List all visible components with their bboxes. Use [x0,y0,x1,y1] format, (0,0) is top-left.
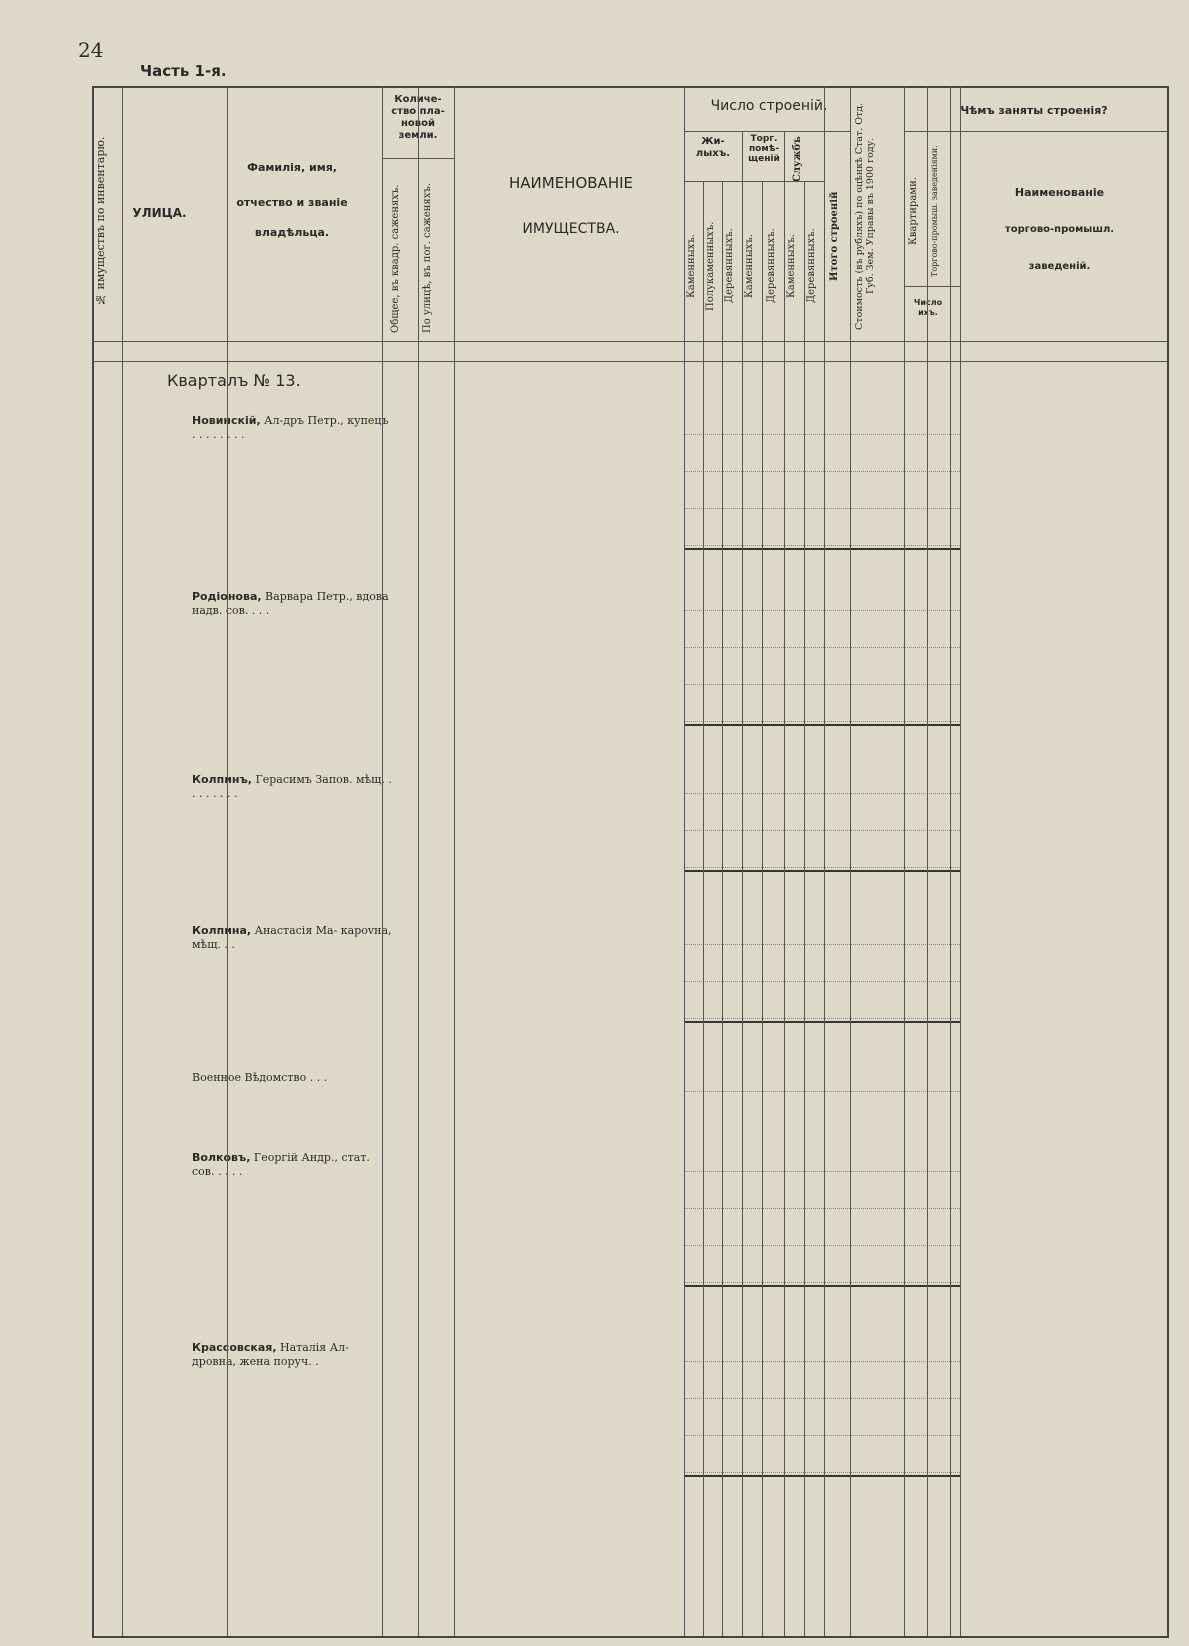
column-line [722,181,723,1636]
header-col9: Деревянныхъ. [724,228,735,304]
column-line [824,86,825,1636]
column-line [784,131,785,1636]
header-count: Число ихъ. [913,298,943,317]
item-rule [684,1018,960,1019]
row-line [92,341,1167,342]
header-col14: Итого строеній [829,191,840,281]
page-number: 24 [78,38,104,62]
column-line [418,86,419,1636]
owner-surname: Родіонова, [192,590,262,603]
item-rule [684,508,960,509]
header-col13: Деревянныхъ. [806,228,817,304]
register-table [92,86,1167,1636]
header-col7: Каменныхъ. [686,234,697,298]
row-line [382,158,454,159]
header-col15: Стоимость (въ рубляхъ) по оцѣнкѣ Стат. Отд. Губ. Зем. Управы въ 1900 году. [854,102,876,330]
owner-cell [192,1151,392,1179]
column-line [684,86,685,1636]
row-line [684,131,850,132]
owner-cell [192,924,392,952]
quarter-title: Кварталъ № 13. [167,371,301,390]
item-rule [684,721,960,722]
total-rule [684,1475,960,1477]
item-rule [684,1208,960,1209]
owner-cell [192,414,392,442]
owner-cell [192,1071,392,1085]
header-establishments-3: заведеній. [1028,261,1091,272]
total-rule [684,1021,960,1023]
owner-surname: Новинскій, [192,414,261,427]
owner-cell [192,1341,392,1369]
total-rule [684,1285,960,1287]
item-rule [684,1435,960,1436]
header-col10: Каменныхъ. [744,234,755,298]
total-rule [684,724,960,726]
column-line [927,86,928,1636]
column-line [850,86,851,1636]
header-col12: Каменныхъ. [786,234,797,298]
column-line [122,86,123,1636]
item-rule [684,1361,960,1362]
row-line [92,361,1167,362]
owner-details: Георгій Андр., стат. сов. . . . . [192,1151,370,1178]
item-rule [684,647,960,648]
item-rule [684,471,960,472]
owner-details: Наталія Ал- дровна, жена поруч. . [192,1341,349,1368]
item-rule [684,830,960,831]
column-line [227,86,228,1636]
owner-surname: Колпинъ, [192,773,252,786]
item-rule [684,1398,960,1399]
header-establishments-2: торгово-промышл. [1004,224,1115,235]
row-line [904,286,960,287]
item-rule [684,944,960,945]
header-street: УЛИЦА. [132,206,187,220]
owner-surname: Колпина, [192,924,252,937]
owner-details: Варвара Петр., вдова надв. сов. . . . [192,590,389,617]
header-establishments-1: Наименованіе [1014,186,1105,199]
item-rule [684,434,960,435]
header-col5: По улицѣ, въ пог. саженяхъ. [422,183,433,334]
header-owner-3: владѣльца. [254,226,330,239]
item-rule [684,1245,960,1246]
header-owner-2: отчество и званіе [236,196,348,209]
item-rule [684,867,960,868]
column-line [742,131,743,1636]
owner-details: Ал-дръ Петр., купецъ . . . . . . . . [192,414,389,441]
column-line [960,86,961,1636]
header-property-1: НАИМЕНОВАНІЕ [509,174,633,192]
row-line [904,131,1167,132]
header-owner-1: Фамилія, имя, [247,161,337,174]
column-line [904,86,905,1636]
header-living: Жи- лыхъ. [695,136,731,159]
item-rule [684,1091,960,1092]
header-col1: № имуществъ по инвентарю. [94,136,107,306]
column-line [762,181,763,1636]
total-rule [684,870,960,872]
header-col4: Общее, въ квадр. саженяхъ. [390,184,401,333]
item-rule [684,793,960,794]
owner-details: Военное Вѣдомство . . . [192,1071,328,1084]
header-property-2: ИМУЩЕСТВА. [522,221,620,237]
item-rule [684,684,960,685]
owner-details: Герасимъ Запов. мѣщ. . . . . . . . . [192,773,392,800]
part-label: Часть 1-я. [140,62,227,80]
header-buildings-group: Число строеній. [710,98,828,114]
header-land-group: Количе- ство пла- новой земли. [391,94,445,141]
header-service: Службъ [792,136,803,182]
header-trade: Торг. помѣ- щеній [748,134,780,164]
header-col11: Деревянныхъ. [766,228,777,304]
owner-details: Анастасія Ма- карovна, мѣщ. . . [192,924,392,951]
column-line [950,86,951,1636]
header-col8: Полукаменныхъ. [705,221,716,311]
header-col16: Квартирами. [908,177,919,245]
table-border [92,86,1169,1638]
item-rule [684,1472,960,1473]
row-line [684,181,824,182]
owner-cell [192,773,392,801]
column-line [382,86,383,1636]
column-line [703,181,704,1636]
owner-surname: Крассовская, [192,1341,277,1354]
header-occupied-group: Чѣмъ заняты строенія? [960,104,1108,117]
column-line [454,86,455,1636]
header-col17: Торгово-промыш. заведеніями. [930,145,939,277]
item-rule [684,610,960,611]
column-line [804,181,805,1636]
item-rule [684,545,960,546]
owner-cell [192,590,392,618]
owner-surname: Волковъ, [192,1151,251,1164]
item-rule [684,1171,960,1172]
total-rule [684,548,960,550]
item-rule [684,1282,960,1283]
item-rule [684,981,960,982]
